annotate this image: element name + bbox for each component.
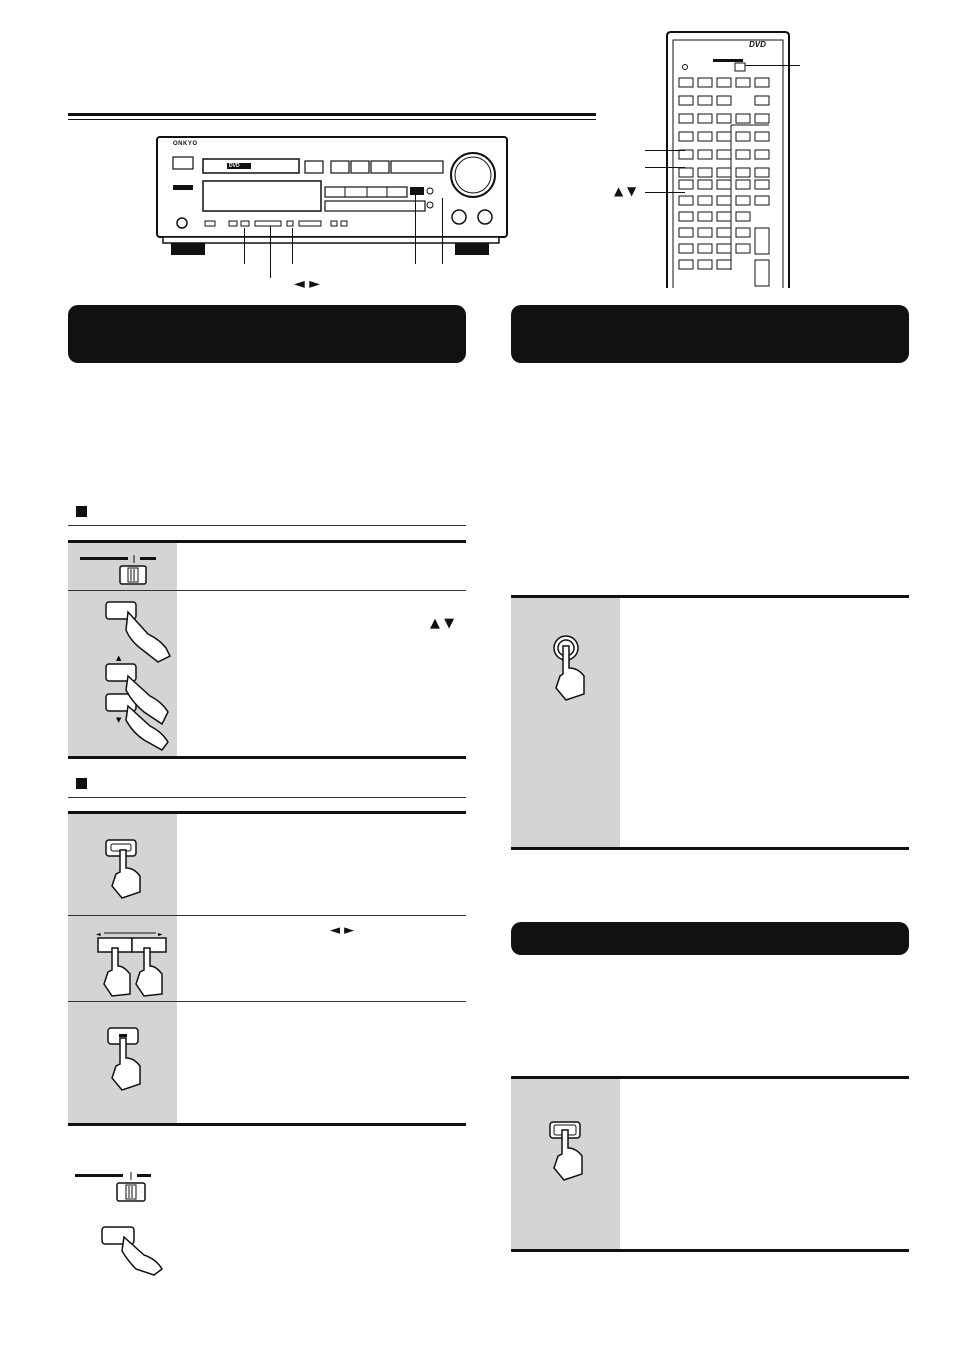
remote-callout-line bbox=[645, 167, 685, 168]
svg-text:▲: ▲ bbox=[116, 654, 122, 662]
callout-line bbox=[442, 198, 443, 264]
step-table-bottom-rule bbox=[511, 847, 909, 850]
front-arrow-keys-label: ◄ ► bbox=[294, 276, 320, 292]
remote-callout-line bbox=[645, 192, 685, 193]
remote-callout-line bbox=[745, 65, 800, 66]
push-button-icon bbox=[106, 1026, 151, 1092]
header-rule bbox=[68, 113, 596, 116]
push-button-icon bbox=[548, 1120, 593, 1182]
svg-text:▼: ▼ bbox=[116, 716, 122, 724]
round-button-icon bbox=[550, 632, 595, 704]
right-section-header bbox=[511, 305, 909, 363]
step-2-arrow-keys: ▲ ▼ bbox=[430, 616, 455, 631]
callout-line bbox=[244, 228, 245, 264]
square-bullet-icon bbox=[76, 506, 87, 517]
left-subsection-1-heading bbox=[68, 500, 466, 526]
square-bullet-icon bbox=[76, 778, 87, 789]
push-button-icon bbox=[104, 838, 149, 900]
dvd-tray-logo: DVD bbox=[229, 163, 240, 169]
step-4-arrow-keys: ◄ ► bbox=[330, 923, 355, 938]
remote-control bbox=[665, 30, 795, 290]
mode-switch-icon bbox=[75, 1172, 155, 1204]
callout-line bbox=[415, 192, 416, 264]
right-subsection-header bbox=[511, 922, 909, 955]
callout-line bbox=[292, 228, 293, 264]
remote-dvd-logo: DVD bbox=[749, 40, 766, 49]
mode-switch-icon bbox=[80, 555, 160, 587]
brand-logo: ONKYO bbox=[173, 141, 198, 147]
pointing-hand-icon bbox=[96, 928, 171, 1000]
header-rule-thin bbox=[68, 119, 596, 120]
left-section-header bbox=[68, 305, 466, 363]
step-table-bottom-rule bbox=[511, 1249, 909, 1252]
pointing-hand-icon bbox=[100, 600, 175, 750]
pointing-hand-icon bbox=[100, 1225, 165, 1275]
receiver-front-panel bbox=[155, 135, 510, 260]
step-table-bottom-rule bbox=[68, 1123, 466, 1126]
step-table-bottom-rule bbox=[68, 756, 466, 759]
left-subsection-2-heading bbox=[68, 772, 466, 798]
svg-text:◄: ◄ bbox=[96, 931, 101, 938]
svg-text:►: ► bbox=[158, 931, 163, 938]
remote-callout-line bbox=[645, 150, 685, 151]
remote-arrow-keys-label: ▲ ▼ bbox=[614, 184, 637, 198]
callout-line bbox=[270, 226, 271, 278]
